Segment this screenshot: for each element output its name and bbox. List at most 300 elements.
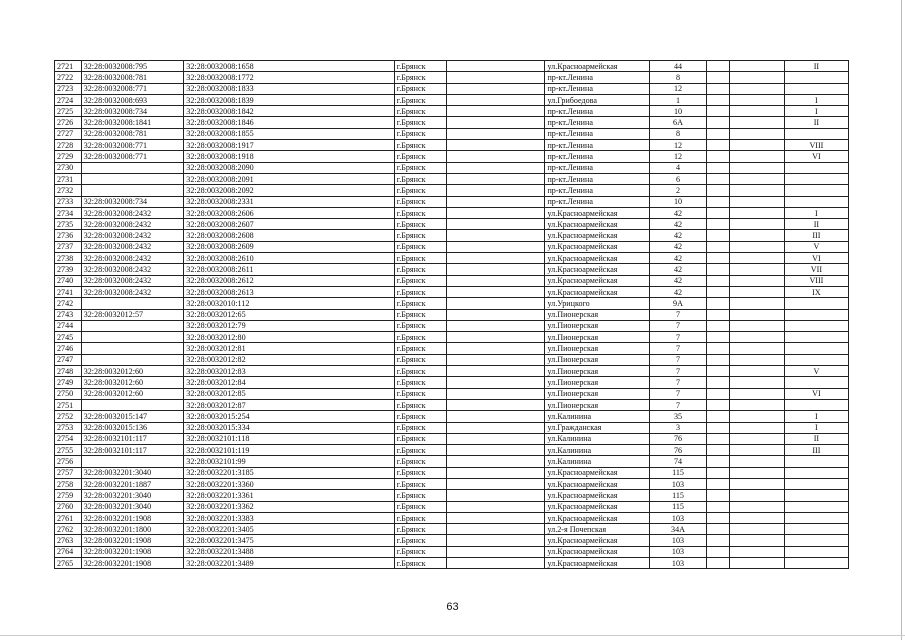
parcel-cadastral-number-cell: 32:28:0032101:117 (81, 445, 184, 456)
parcel-cadastral-number-cell: 32:28:0032008:2432 (81, 264, 184, 275)
blank-cell-cell (447, 433, 545, 444)
parcel-cadastral-number-cell: 32:28:0032201:3040 (81, 501, 184, 512)
premises-cadastral-number-cell: 32:28:0032201:3360 (184, 478, 395, 489)
city-cell: г.Брянск (394, 388, 446, 399)
premises-number-cell: VIII (784, 140, 848, 151)
house-number-cell: 42 (650, 253, 707, 264)
row-number-cell: 2725 (55, 106, 82, 117)
row-number-cell: 2752 (55, 411, 82, 422)
city-cell: г.Брянск (394, 173, 446, 184)
premises-number-cell: III (784, 445, 848, 456)
house-number-cell: 76 (650, 433, 707, 444)
row-number-cell: 2754 (55, 433, 82, 444)
blank-cell-cell (706, 422, 730, 433)
blank-cell-cell (730, 286, 785, 297)
table-row (55, 128, 849, 139)
premises-number-cell (784, 399, 848, 410)
street-cell: ул.Калинина (545, 456, 650, 467)
premises-number-cell (784, 524, 848, 535)
house-number-cell: 42 (650, 207, 707, 218)
house-number-cell: 3 (650, 422, 707, 433)
street-cell: пр-кт.Ленина (545, 117, 650, 128)
parcel-cadastral-number-cell: 32:28:0032201:1908 (81, 535, 184, 546)
blank-cell-cell (730, 117, 785, 128)
parcel-cadastral-number-cell: 32:28:0032012:60 (81, 366, 184, 377)
blank-cell-cell (730, 140, 785, 151)
city-cell: г.Брянск (394, 354, 446, 365)
premises-number-cell (784, 185, 848, 196)
blank-cell-cell (706, 456, 730, 467)
street-cell: ул.Калинина (545, 445, 650, 456)
house-number-cell: 8 (650, 72, 707, 83)
blank-cell-cell (706, 354, 730, 365)
parcel-cadastral-number-cell: 32:28:0032008:2432 (81, 253, 184, 264)
premises-number-cell: II (784, 219, 848, 230)
blank-cell-cell (730, 230, 785, 241)
blank-cell-cell (447, 241, 545, 252)
house-number-cell: 8 (650, 128, 707, 139)
city-cell: г.Брянск (394, 61, 446, 72)
parcel-cadastral-number-cell: 32:28:0032008:2432 (81, 230, 184, 241)
city-cell: г.Брянск (394, 298, 446, 309)
house-number-cell: 10 (650, 196, 707, 207)
premises-number-cell (784, 196, 848, 207)
premises-cadastral-number-cell: 32:28:0032201:3475 (184, 535, 395, 546)
row-number-cell: 2761 (55, 512, 82, 523)
premises-number-cell (784, 298, 848, 309)
row-number-cell: 2755 (55, 445, 82, 456)
table-row (55, 332, 849, 343)
blank-cell-cell (447, 501, 545, 512)
table-row (55, 501, 849, 512)
row-number-cell: 2749 (55, 377, 82, 388)
parcel-cadastral-number-cell (81, 173, 184, 184)
street-cell: пр-кт.Ленина (545, 162, 650, 173)
blank-cell-cell (706, 185, 730, 196)
blank-cell-cell (447, 264, 545, 275)
blank-cell-cell (706, 72, 730, 83)
city-cell: г.Брянск (394, 275, 446, 286)
street-cell: ул.Грибоедова (545, 94, 650, 105)
city-cell: г.Брянск (394, 411, 446, 422)
premises-number-cell (784, 128, 848, 139)
premises-number-cell: III (784, 230, 848, 241)
row-number-cell: 2745 (55, 332, 82, 343)
row-number-cell: 2724 (55, 94, 82, 105)
street-cell: ул.Красноармейская (545, 253, 650, 264)
property-register-table (54, 60, 849, 569)
blank-cell-cell (447, 558, 545, 569)
house-number-cell: 44 (650, 61, 707, 72)
city-cell: г.Брянск (394, 253, 446, 264)
table-row (55, 162, 849, 173)
blank-cell-cell (706, 140, 730, 151)
blank-cell-cell (730, 275, 785, 286)
table-row (55, 286, 849, 297)
street-cell: ул.Пионерская (545, 343, 650, 354)
premises-cadastral-number-cell: 32:28:0032008:2091 (184, 173, 395, 184)
parcel-cadastral-number-cell: 32:28:0032201:1800 (81, 524, 184, 535)
street-cell: ул.Пионерская (545, 366, 650, 377)
premises-number-cell: II (784, 117, 848, 128)
row-number-cell: 2744 (55, 320, 82, 331)
city-cell: г.Брянск (394, 241, 446, 252)
premises-number-cell (784, 320, 848, 331)
blank-cell-cell (730, 524, 785, 535)
page-number: 63 (446, 601, 459, 613)
table-row (55, 456, 849, 467)
street-cell: пр-кт.Ленина (545, 106, 650, 117)
blank-cell-cell (730, 162, 785, 173)
city-cell: г.Брянск (394, 490, 446, 501)
blank-cell-cell (730, 196, 785, 207)
table-row (55, 422, 849, 433)
house-number-cell: 103 (650, 558, 707, 569)
parcel-cadastral-number-cell: 32:28:0032008:734 (81, 106, 184, 117)
table-row (55, 185, 849, 196)
premises-cadastral-number-cell: 32:28:0032201:3488 (184, 546, 395, 557)
street-cell: ул.Красноармейская (545, 490, 650, 501)
blank-cell-cell (730, 207, 785, 218)
parcel-cadastral-number-cell: 32:28:0032008:2432 (81, 241, 184, 252)
city-cell: г.Брянск (394, 546, 446, 557)
row-number-cell: 2750 (55, 388, 82, 399)
street-cell: ул.Гражданская (545, 422, 650, 433)
parcel-cadastral-number-cell (81, 162, 184, 173)
street-cell: ул.Пионерская (545, 399, 650, 410)
parcel-cadastral-number-cell (81, 399, 184, 410)
premises-cadastral-number-cell: 32:28:0032201:3185 (184, 467, 395, 478)
street-cell: ул.Красноармейская (545, 230, 650, 241)
street-cell: пр-кт.Ленина (545, 72, 650, 83)
premises-number-cell: II (784, 61, 848, 72)
row-number-cell: 2743 (55, 309, 82, 320)
premises-cadastral-number-cell: 32:28:0032008:1842 (184, 106, 395, 117)
row-number-cell: 2747 (55, 354, 82, 365)
premises-cadastral-number-cell: 32:28:0032015:334 (184, 422, 395, 433)
table-row (55, 433, 849, 444)
row-number-cell: 2764 (55, 546, 82, 557)
table-row (55, 83, 849, 94)
parcel-cadastral-number-cell: 32:28:0032201:1908 (81, 512, 184, 523)
row-number-cell: 2722 (55, 72, 82, 83)
parcel-cadastral-number-cell (81, 298, 184, 309)
street-cell: ул.Красноармейская (545, 207, 650, 218)
premises-cadastral-number-cell: 32:28:0032008:2612 (184, 275, 395, 286)
premises-cadastral-number-cell: 32:28:0032201:3362 (184, 501, 395, 512)
blank-cell-cell (730, 343, 785, 354)
street-cell: пр-кт.Ленина (545, 83, 650, 94)
table-row (55, 512, 849, 523)
table-row (55, 298, 849, 309)
premises-number-cell: I (784, 94, 848, 105)
premises-cadastral-number-cell: 32:28:0032012:65 (184, 309, 395, 320)
parcel-cadastral-number-cell (81, 185, 184, 196)
blank-cell-cell (447, 173, 545, 184)
premises-number-cell (784, 490, 848, 501)
row-number-cell: 2721 (55, 61, 82, 72)
house-number-cell: 4 (650, 162, 707, 173)
blank-cell-cell (447, 106, 545, 117)
street-cell: ул.Красноармейская (545, 535, 650, 546)
blank-cell-cell (730, 558, 785, 569)
house-number-cell: 7 (650, 388, 707, 399)
table-row (55, 117, 849, 128)
street-cell: пр-кт.Ленина (545, 128, 650, 139)
street-cell: ул.Калинина (545, 433, 650, 444)
table-row (55, 399, 849, 410)
blank-cell-cell (730, 320, 785, 331)
blank-cell-cell (447, 524, 545, 535)
blank-cell-cell (447, 366, 545, 377)
table-row (55, 354, 849, 365)
blank-cell-cell (706, 512, 730, 523)
house-number-cell: 7 (650, 354, 707, 365)
premises-number-cell: I (784, 106, 848, 117)
city-cell: г.Брянск (394, 433, 446, 444)
premises-cadastral-number-cell: 32:28:0032012:79 (184, 320, 395, 331)
blank-cell-cell (447, 422, 545, 433)
row-number-cell: 2756 (55, 456, 82, 467)
table-row (55, 253, 849, 264)
row-number-cell: 2765 (55, 558, 82, 569)
city-cell: г.Брянск (394, 128, 446, 139)
blank-cell-cell (447, 309, 545, 320)
street-cell: пр-кт.Ленина (545, 185, 650, 196)
blank-cell-cell (730, 264, 785, 275)
premises-cadastral-number-cell: 32:28:0032008:1917 (184, 140, 395, 151)
street-cell: ул.Пионерская (545, 354, 650, 365)
blank-cell-cell (730, 433, 785, 444)
city-cell: г.Брянск (394, 162, 446, 173)
premises-cadastral-number-cell: 32:28:0032008:1772 (184, 72, 395, 83)
parcel-cadastral-number-cell (81, 343, 184, 354)
table-row (55, 219, 849, 230)
table-row (55, 61, 849, 72)
street-cell: пр-кт.Ленина (545, 196, 650, 207)
city-cell: г.Брянск (394, 196, 446, 207)
house-number-cell: 10 (650, 106, 707, 117)
premises-number-cell (784, 332, 848, 343)
blank-cell-cell (706, 445, 730, 456)
city-cell: г.Брянск (394, 332, 446, 343)
scan-edge-bottom (0, 635, 905, 636)
street-cell: ул.Пионерская (545, 377, 650, 388)
blank-cell-cell (447, 399, 545, 410)
table-row (55, 207, 849, 218)
premises-cadastral-number-cell: 32:28:0032008:2611 (184, 264, 395, 275)
premises-cadastral-number-cell: 32:28:0032012:87 (184, 399, 395, 410)
city-cell: г.Брянск (394, 140, 446, 151)
table-row (55, 411, 849, 422)
premises-number-cell: I (784, 411, 848, 422)
row-number-cell: 2753 (55, 422, 82, 433)
blank-cell-cell (706, 162, 730, 173)
blank-cell-cell (447, 354, 545, 365)
table-row (55, 546, 849, 557)
house-number-cell: 12 (650, 151, 707, 162)
parcel-cadastral-number-cell: 32:28:0032201:1908 (81, 546, 184, 557)
house-number-cell: 115 (650, 467, 707, 478)
premises-number-cell (784, 162, 848, 173)
premises-number-cell (784, 72, 848, 83)
premises-cadastral-number-cell: 32:28:0032201:3489 (184, 558, 395, 569)
row-number-cell: 2736 (55, 230, 82, 241)
premises-cadastral-number-cell: 32:28:0032008:1833 (184, 83, 395, 94)
city-cell: г.Брянск (394, 117, 446, 128)
parcel-cadastral-number-cell: 32:28:0032012:60 (81, 377, 184, 388)
city-cell: г.Брянск (394, 366, 446, 377)
blank-cell-cell (447, 456, 545, 467)
blank-cell-cell (730, 490, 785, 501)
row-number-cell: 2723 (55, 83, 82, 94)
blank-cell-cell (447, 490, 545, 501)
house-number-cell: 35 (650, 411, 707, 422)
city-cell: г.Брянск (394, 320, 446, 331)
parcel-cadastral-number-cell: 32:28:0032008:2432 (81, 275, 184, 286)
house-number-cell: 1 (650, 94, 707, 105)
row-number-cell: 2759 (55, 490, 82, 501)
city-cell: г.Брянск (394, 309, 446, 320)
street-cell: ул.Пионерская (545, 320, 650, 331)
row-number-cell: 2758 (55, 478, 82, 489)
house-number-cell: 103 (650, 478, 707, 489)
row-number-cell: 2727 (55, 128, 82, 139)
city-cell: г.Брянск (394, 478, 446, 489)
premises-cadastral-number-cell: 32:28:0032015:254 (184, 411, 395, 422)
parcel-cadastral-number-cell (81, 354, 184, 365)
parcel-cadastral-number-cell: 32:28:0032008:1841 (81, 117, 184, 128)
blank-cell-cell (706, 151, 730, 162)
parcel-cadastral-number-cell: 32:28:0032015:136 (81, 422, 184, 433)
parcel-cadastral-number-cell: 32:28:0032008:795 (81, 61, 184, 72)
table-row (55, 241, 849, 252)
blank-cell-cell (706, 558, 730, 569)
street-cell: ул.Красноармейская (545, 241, 650, 252)
premises-number-cell (784, 467, 848, 478)
premises-number-cell (784, 546, 848, 557)
city-cell: г.Брянск (394, 151, 446, 162)
premises-number-cell: VI (784, 388, 848, 399)
blank-cell-cell (730, 377, 785, 388)
row-number-cell: 2738 (55, 253, 82, 264)
blank-cell-cell (447, 535, 545, 546)
house-number-cell: 9А (650, 298, 707, 309)
parcel-cadastral-number-cell: 32:28:0032012:60 (81, 388, 184, 399)
blank-cell-cell (730, 219, 785, 230)
blank-cell-cell (706, 83, 730, 94)
blank-cell-cell (730, 94, 785, 105)
street-cell: ул.2-я Почепская (545, 524, 650, 535)
street-cell: ул.Пионерская (545, 332, 650, 343)
blank-cell-cell (706, 253, 730, 264)
premises-number-cell: VII (784, 264, 848, 275)
city-cell: г.Брянск (394, 512, 446, 523)
blank-cell-cell (447, 478, 545, 489)
table-body (55, 61, 849, 569)
row-number-cell: 2757 (55, 467, 82, 478)
city-cell: г.Брянск (394, 343, 446, 354)
row-number-cell: 2748 (55, 366, 82, 377)
city-cell: г.Брянск (394, 230, 446, 241)
row-number-cell: 2741 (55, 286, 82, 297)
table-row (55, 320, 849, 331)
street-cell: ул.Пионерская (545, 309, 650, 320)
blank-cell-cell (447, 388, 545, 399)
blank-cell-cell (706, 524, 730, 535)
blank-cell-cell (706, 377, 730, 388)
parcel-cadastral-number-cell: 32:28:0032008:2432 (81, 207, 184, 218)
blank-cell-cell (447, 162, 545, 173)
blank-cell-cell (447, 72, 545, 83)
parcel-cadastral-number-cell: 32:28:0032008:771 (81, 140, 184, 151)
street-cell: ул.Красноармейская (545, 61, 650, 72)
row-number-cell: 2751 (55, 399, 82, 410)
blank-cell-cell (447, 61, 545, 72)
parcel-cadastral-number-cell: 32:28:0032015:147 (81, 411, 184, 422)
city-cell: г.Брянск (394, 467, 446, 478)
table-row (55, 230, 849, 241)
street-cell: ул.Красноармейская (545, 501, 650, 512)
house-number-cell: 7 (650, 399, 707, 410)
blank-cell-cell (706, 241, 730, 252)
premises-cadastral-number-cell: 32:28:0032201:3383 (184, 512, 395, 523)
city-cell: г.Брянск (394, 72, 446, 83)
house-number-cell: 103 (650, 546, 707, 557)
blank-cell-cell (447, 320, 545, 331)
blank-cell-cell (730, 354, 785, 365)
premises-cadastral-number-cell: 32:28:0032008:2607 (184, 219, 395, 230)
blank-cell-cell (706, 467, 730, 478)
house-number-cell: 42 (650, 264, 707, 275)
blank-cell-cell (447, 546, 545, 557)
city-cell: г.Брянск (394, 399, 446, 410)
parcel-cadastral-number-cell: 32:28:0032008:771 (81, 151, 184, 162)
premises-cadastral-number-cell: 32:28:0032008:1839 (184, 94, 395, 105)
house-number-cell: 7 (650, 343, 707, 354)
parcel-cadastral-number-cell: 32:28:0032008:781 (81, 72, 184, 83)
blank-cell-cell (730, 72, 785, 83)
house-number-cell: 76 (650, 445, 707, 456)
city-cell: г.Брянск (394, 83, 446, 94)
blank-cell-cell (730, 298, 785, 309)
premises-cadastral-number-cell: 32:28:0032101:119 (184, 445, 395, 456)
street-cell: ул.Красноармейская (545, 275, 650, 286)
premises-number-cell: IX (784, 286, 848, 297)
row-number-cell: 2746 (55, 343, 82, 354)
premises-number-cell (784, 535, 848, 546)
street-cell: ул.Красноармейская (545, 558, 650, 569)
blank-cell-cell (730, 253, 785, 264)
row-number-cell: 2733 (55, 196, 82, 207)
blank-cell-cell (447, 411, 545, 422)
blank-cell-cell (730, 185, 785, 196)
premises-cadastral-number-cell: 32:28:0032012:81 (184, 343, 395, 354)
house-number-cell: 42 (650, 219, 707, 230)
table-row (55, 445, 849, 456)
row-number-cell: 2728 (55, 140, 82, 151)
blank-cell-cell (730, 332, 785, 343)
row-number-cell: 2731 (55, 173, 82, 184)
blank-cell-cell (730, 83, 785, 94)
parcel-cadastral-number-cell: 32:28:0032201:3040 (81, 467, 184, 478)
premises-number-cell (784, 83, 848, 94)
house-number-cell: 42 (650, 241, 707, 252)
row-number-cell: 2735 (55, 219, 82, 230)
blank-cell-cell (730, 445, 785, 456)
city-cell: г.Брянск (394, 94, 446, 105)
blank-cell-cell (730, 535, 785, 546)
